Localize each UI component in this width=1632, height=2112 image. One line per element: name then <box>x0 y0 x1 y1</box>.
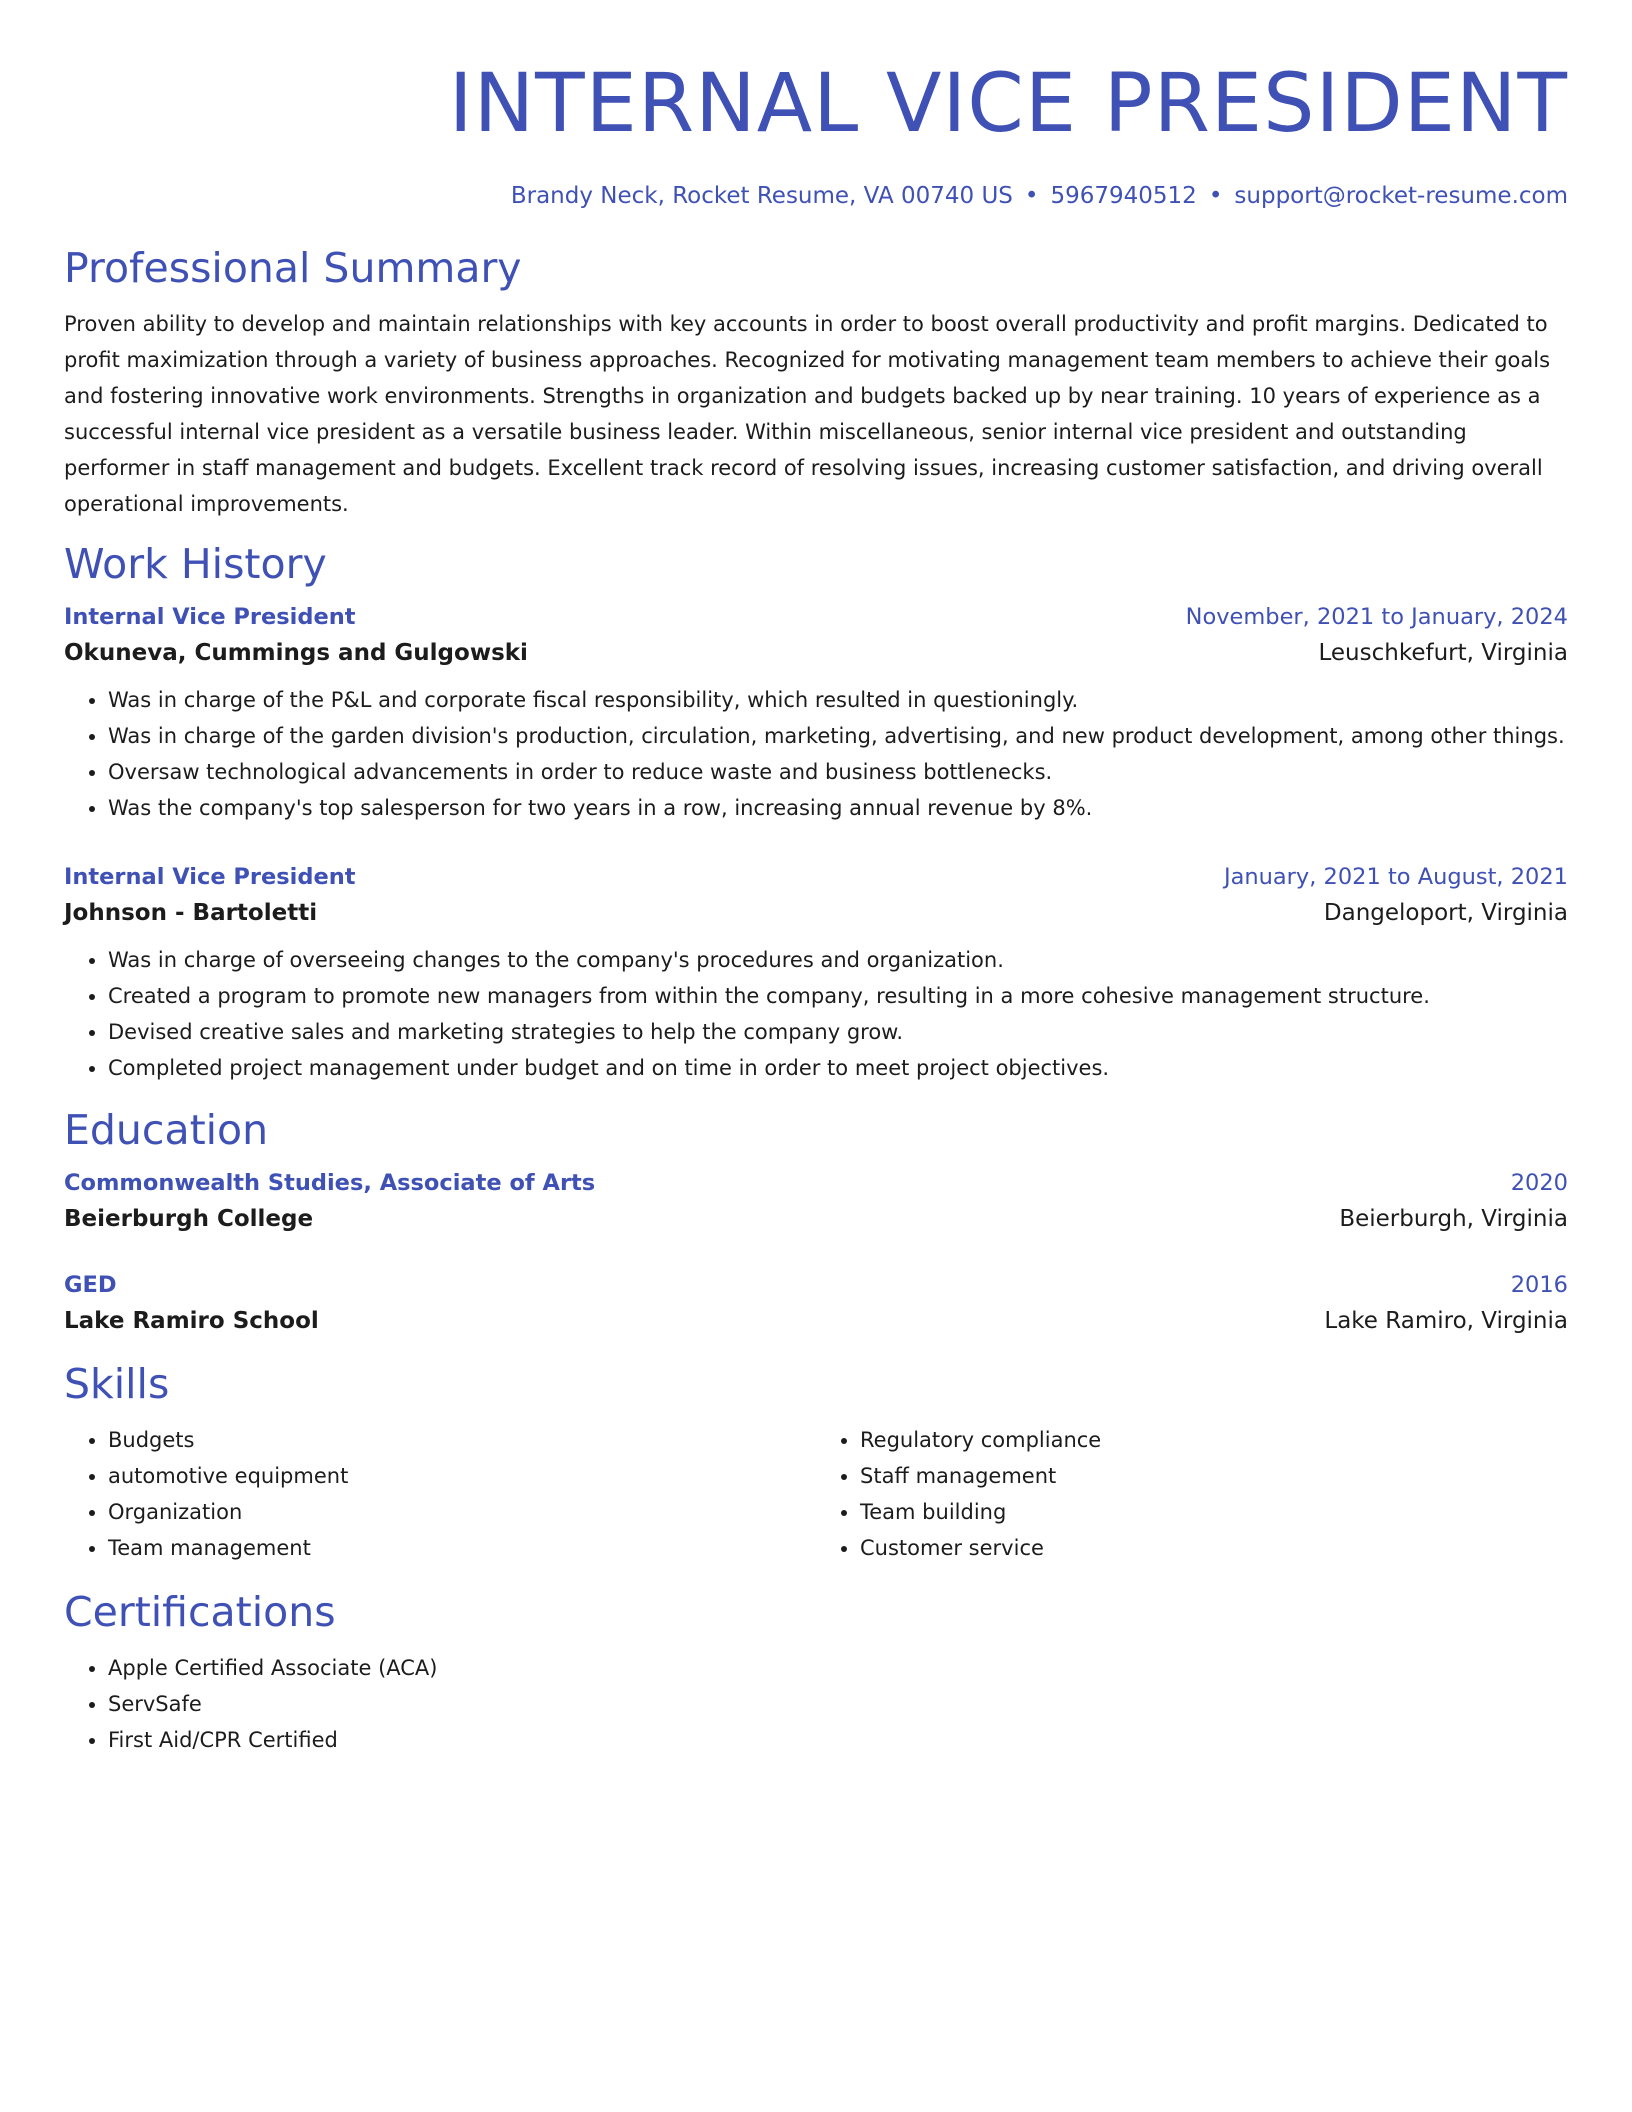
candidate-name: INTERNAL VICE PRESIDENT <box>448 57 1568 151</box>
job-dates: January, 2021 to August, 2021 <box>1223 864 1568 890</box>
work-history-heading: Work History <box>64 540 327 588</box>
education-header-row <box>64 1166 1568 1200</box>
skill-item: • Organization <box>108 1494 816 1530</box>
skill-item: • Regulatory compliance <box>860 1422 1568 1458</box>
skills-heading: Skills <box>64 1360 170 1408</box>
list-item: • Created a program to promote new managers from within the company, resulting in a more cohesive management structure. <box>108 978 1568 1014</box>
contact-line <box>64 180 1568 212</box>
education-location: Beierburgh, Virginia <box>1339 1206 1568 1232</box>
skill-item: • Team building <box>860 1494 1568 1530</box>
job-bullets <box>64 682 1568 826</box>
job-entry <box>64 600 1568 826</box>
education-year: 2016 <box>1510 1272 1568 1298</box>
list-item: • Completed project management under budget and on time in order to meet project objectives. <box>108 1050 1568 1086</box>
job-header-row <box>64 600 1568 634</box>
education-heading: Education <box>64 1106 269 1154</box>
education-degree: GED <box>64 1272 117 1298</box>
education-degree: Commonwealth Studies, Associate of Arts <box>64 1170 596 1196</box>
job-bullets <box>64 942 1568 1086</box>
skills-columns <box>64 1422 1568 1566</box>
education-school: Beierburgh College <box>64 1206 314 1232</box>
summary-text: Proven ability to develop and maintain relationships with key accounts in order to boost overall productivity and profit margins. Dedicated to profit maximization through a variety of business approaches. Recognized for motivating management team members to achieve their goals and fostering innovative work environments. Strengths in organization and budgets backed up by near training. 10 years of experience as a successful internal vice president as a versatile business leader. Within miscellaneous, senior internal vice president and outstanding performer in staff management and budgets. Excellent track record of resolving issues, increasing customer satisfaction, and driving overall operational improvements. <box>64 312 1551 516</box>
education-school-row <box>64 1302 1568 1340</box>
list-item: • Oversaw technological advancements in order to reduce waste and business bottlenecks. <box>108 754 1568 790</box>
list-item: • Was the company's top salesperson for two years in a row, increasing annual revenue by 8%. <box>108 790 1568 826</box>
education-school-row <box>64 1200 1568 1238</box>
certification-item: • First Aid/CPR Certified <box>108 1722 1568 1758</box>
education-header-row <box>64 1268 1568 1302</box>
separator-dot: • <box>1208 183 1223 209</box>
job-entry <box>64 860 1568 1086</box>
skill-item: • automotive equipment <box>108 1458 816 1494</box>
job-company: Johnson - Bartoletti <box>64 900 318 926</box>
job-company-row <box>64 894 1568 932</box>
skill-item: • Team management <box>108 1530 816 1566</box>
contact-email[interactable]: support@rocket-resume.com <box>1234 183 1568 209</box>
certifications-heading: Certifications <box>64 1588 336 1636</box>
education-entry <box>64 1166 1568 1238</box>
job-title: Internal Vice President <box>64 604 356 630</box>
job-company: Okuneva, Cummings and Gulgowski <box>64 640 528 666</box>
contact-address: Brandy Neck, Rocket Resume, VA 00740 US <box>510 183 1013 209</box>
list-item: • Devised creative sales and marketing strategies to help the company grow. <box>108 1014 1568 1050</box>
job-location: Dangeloport, Virginia <box>1323 900 1568 926</box>
job-company-row <box>64 634 1568 672</box>
list-item: • Was in charge of the garden division's production, circulation, marketing, advertising, and new product development, among other things. <box>108 718 1568 754</box>
skill-item: • Staff management <box>860 1458 1568 1494</box>
job-header-row <box>64 860 1568 894</box>
summary-heading: Professional Summary <box>64 244 522 292</box>
education-entry <box>64 1268 1568 1340</box>
skill-item: • Customer service <box>860 1530 1568 1566</box>
education-location: Lake Ramiro, Virginia <box>1324 1308 1568 1334</box>
list-item: • Was in charge of the P&L and corporate fiscal responsibility, which resulted in questioningly. <box>108 682 1568 718</box>
job-location: Leuschkefurt, Virginia <box>1318 640 1568 666</box>
certifications-list <box>64 1650 1568 1758</box>
certification-item: • Apple Certified Associate (ACA) <box>108 1650 1568 1686</box>
job-title: Internal Vice President <box>64 864 356 890</box>
certification-item: • ServSafe <box>108 1686 1568 1722</box>
education-school: Lake Ramiro School <box>64 1308 319 1334</box>
separator-dot: • <box>1024 183 1039 209</box>
education-year: 2020 <box>1510 1170 1568 1196</box>
contact-phone: 5967940512 <box>1050 183 1197 209</box>
job-dates: November, 2021 to January, 2024 <box>1185 604 1568 630</box>
skills-list-left <box>64 1422 816 1566</box>
skills-list-right <box>816 1422 1568 1566</box>
list-item: • Was in charge of overseeing changes to the company's procedures and organization. <box>108 942 1568 978</box>
skill-item: • Budgets <box>108 1422 816 1458</box>
